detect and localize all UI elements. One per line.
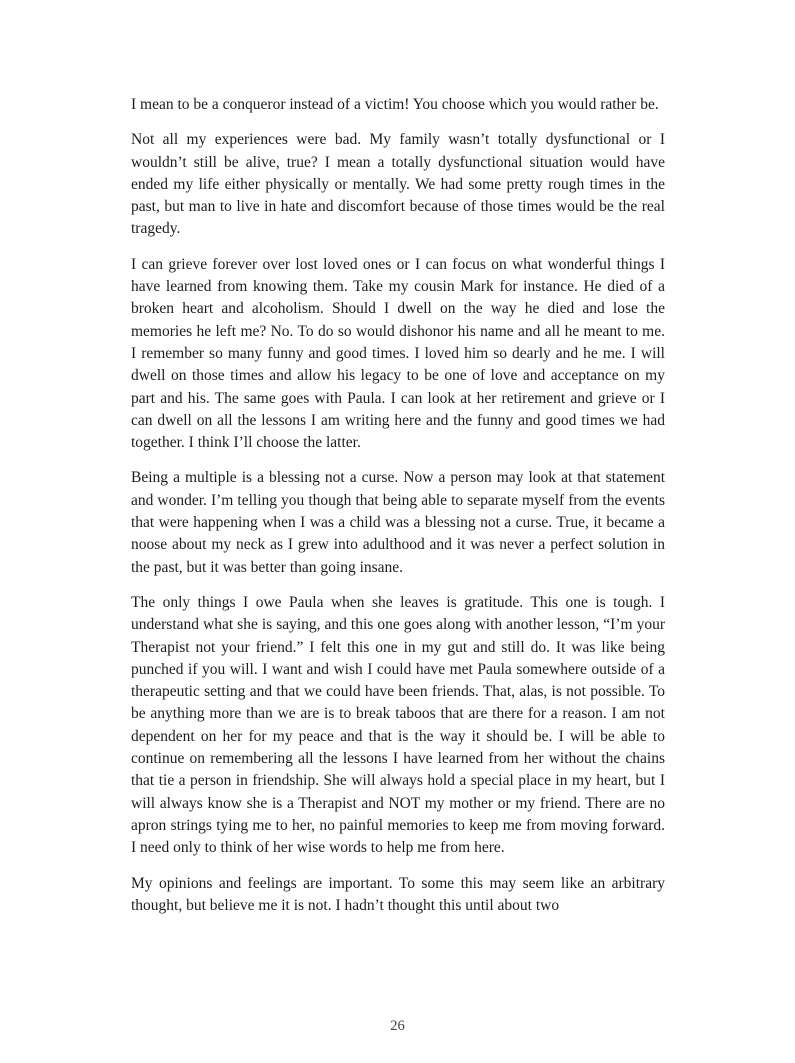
paragraph-2: Not all my experiences were bad. My family wasn’t totally dysfunctional or I wouldn’t still be alive, true? I mean a totally dysfunctional situation would have ended my life either physically or mentally. We had some pretty rough times in the past, but man to live in hate and discomfort because of those times would be the real tragedy. [131,131,665,238]
page-body-text [131,94,665,930]
paragraph-5: The only things I owe Paula when she leaves is gratitude. This one is tough. I understand what she is saying, and this one goes along with another lesson, “I’m your Therapist not your friend.” I felt this one in my gut and still do. It was like being punched if you will. I want and wish I could have met Paula somewhere outside of a therapeutic setting and that we could have been friends. That, alas, is not possible. To be anything more than we are is to break taboos that are there for a reason. I am not dependent on her for my peace and that is the way it should be. I will be able to continue on remembering all the lessons I have learned from her without the chains that tie a person in friendship. She will always hold a special place in my heart, but I will always know she is a Therapist and NOT my mother or my friend. There are no apron strings tying me to her, no painful memories to keep me from moving forward. I need only to think of her wise words to help me from here. [131,593,665,857]
paragraph-3: I can grieve forever over lost loved ones or I can focus on what wonderful things I have learned from knowing them. Take my cousin Mark for instance. He died of a broken heart and alcoholism. Should I dwell on the way he died and lose the memories he left me? No. To do so would dishonor his name and all he meant to me. I remember so many funny and good times. I loved him so dearly and he me. I will dwell on those times and allow his legacy to be one of love and acceptance on my part and his. The same goes with Paula. I can look at her retirement and grieve or I can dwell on all the lessons I am writing here and the funny and good times we had together. I think I’ll choose the latter. [131,255,665,452]
paragraph-1: I mean to be a conqueror instead of a victim! You choose which you would rather be. [131,96,659,113]
paragraph-4: Being a multiple is a blessing not a curse. Now a person may look at that statement and wonder. I’m telling you though that being able to separate myself from the events that were happening when I was a child was a blessing not a curse. True, it became a noose about my neck as I grew into adulthood and it was never a perfect solution in the past, but it was better than going insane. [131,469,665,576]
page-number: 26 [390,1018,405,1034]
paragraph-6: My opinions and feelings are important. To some this may seem like an arbitrary thought, but believe me it is not. I hadn’t thought this until about two [131,874,665,914]
